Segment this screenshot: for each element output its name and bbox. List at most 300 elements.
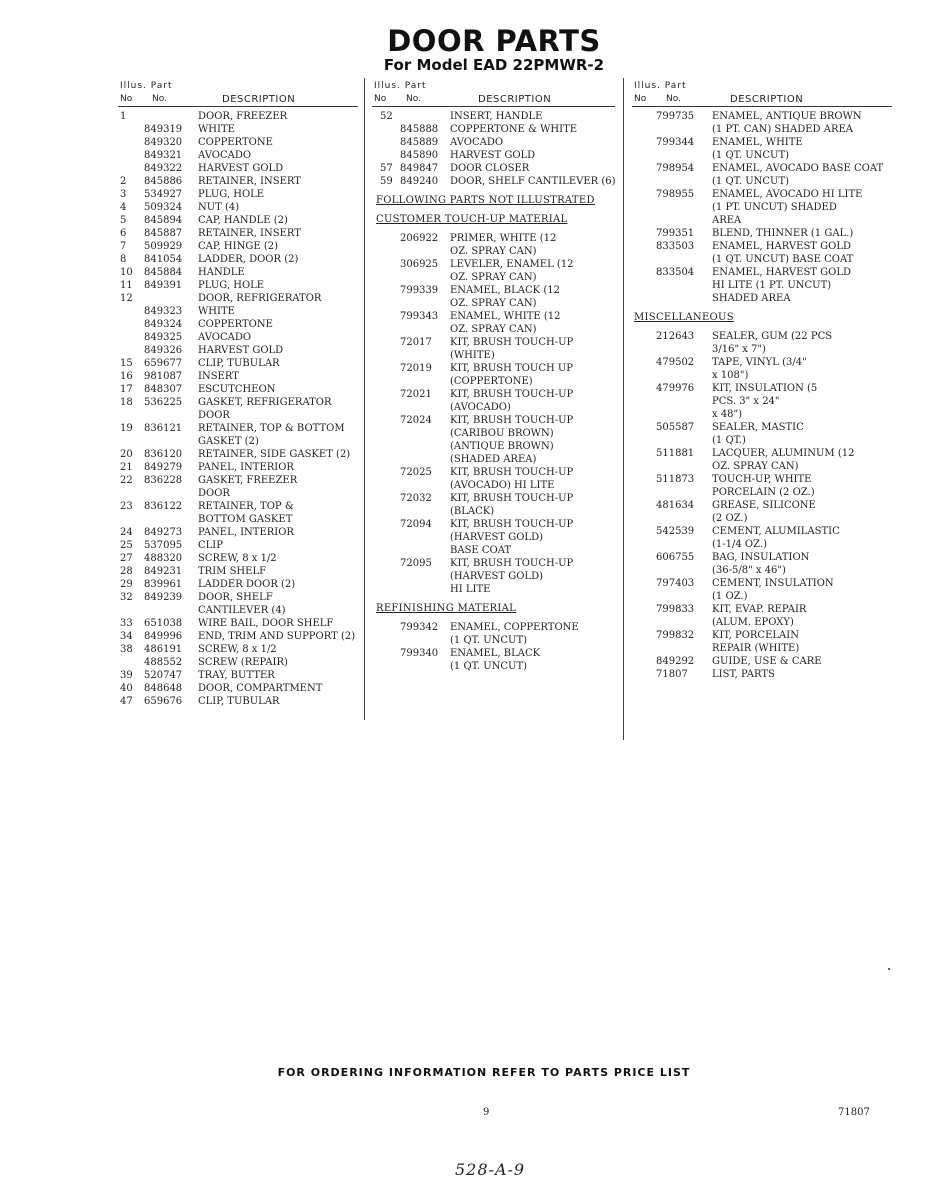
- part-description: RETAINER, SIDE GASKET (2): [198, 449, 351, 460]
- table-row: [372, 245, 615, 258]
- header-no: No: [374, 94, 387, 104]
- illus-number: 34: [120, 631, 133, 642]
- part-description: ENAMEL, BLACK: [450, 648, 541, 659]
- part-description: KIT, INSULATION (5: [712, 383, 818, 394]
- illus-number: 40: [120, 683, 133, 694]
- table-row: [118, 396, 358, 409]
- illus-number: 19: [120, 423, 133, 434]
- part-number: 849231: [144, 566, 183, 577]
- illus-number: 47: [120, 696, 133, 707]
- illus-number: 29: [120, 579, 133, 590]
- illus-number: 27: [120, 553, 133, 564]
- part-number: 479976: [656, 383, 695, 394]
- ordering-footer: FOR ORDERING INFORMATION REFER TO PARTS PRICE LIST: [277, 1066, 691, 1079]
- table-row: [632, 603, 892, 616]
- column-divider: [364, 78, 365, 720]
- illus-number: 3: [120, 189, 127, 200]
- part-description: (1 PT. CAN) SHADED AREA: [712, 124, 854, 135]
- illus-number: 22: [120, 475, 133, 486]
- part-description: (WHITE): [450, 350, 495, 361]
- part-description: CLIP, TUBULAR: [198, 696, 280, 707]
- header-part-no: No.: [666, 94, 681, 104]
- part-description: x 108"): [712, 370, 749, 381]
- part-description: LIST, PARTS: [712, 669, 775, 680]
- table-row: [632, 447, 892, 460]
- part-description: CLIP, TUBULAR: [198, 358, 280, 369]
- part-description: x 48"): [712, 409, 743, 420]
- table-row: [632, 629, 892, 642]
- table-row: [372, 440, 615, 453]
- section-heading: [632, 311, 892, 324]
- part-description: HI LITE: [450, 584, 491, 595]
- table-row: [118, 643, 358, 656]
- part-number: 845889: [400, 137, 439, 148]
- table-row: [118, 162, 358, 175]
- table-row: [372, 427, 615, 440]
- part-description: SEALER, GUM (22 PCS: [712, 331, 833, 342]
- part-number: 849239: [144, 592, 183, 603]
- part-number: 509324: [144, 202, 183, 213]
- table-row: [118, 513, 358, 526]
- table-row: [372, 466, 615, 479]
- part-description: RETAINER, INSERT: [198, 176, 301, 187]
- part-number: 72025: [400, 467, 432, 478]
- illus-number: 5: [120, 215, 127, 226]
- table-row: [632, 551, 892, 564]
- illus-number: 57: [380, 163, 393, 174]
- part-description: OZ. SPRAY CAN): [450, 246, 537, 257]
- table-row: [632, 201, 892, 214]
- part-number: 799344: [656, 137, 695, 148]
- table-row: [372, 271, 615, 284]
- part-description: DOOR, SHELF: [198, 592, 273, 603]
- part-description: PANEL, INTERIOR: [198, 527, 294, 538]
- part-description: (1 PT. UNCUT) SHADED: [712, 202, 837, 213]
- part-description: (1 OZ.): [712, 591, 748, 602]
- part-number: 72021: [400, 389, 432, 400]
- table-row: [372, 492, 615, 505]
- part-description: (AVOCADO) HI LITE: [450, 480, 555, 491]
- section-title: MISCELLANEOUS: [634, 312, 734, 323]
- part-number: 849279: [144, 462, 183, 473]
- table-row: [372, 583, 615, 596]
- part-number: 845894: [144, 215, 183, 226]
- part-description: COPPERTONE: [198, 319, 273, 330]
- part-number: 72095: [400, 558, 432, 569]
- part-description: ENAMEL, HARVEST GOLD: [712, 241, 851, 252]
- header-no: No: [634, 94, 647, 104]
- table-row: [118, 318, 358, 331]
- part-description: ENAMEL, AVOCADO HI LITE: [712, 189, 863, 200]
- table-row: [632, 655, 892, 668]
- table-row: [632, 162, 892, 175]
- part-number: 848307: [144, 384, 183, 395]
- table-row: [118, 578, 358, 591]
- table-row: [632, 577, 892, 590]
- table-row: [118, 682, 358, 695]
- part-description: SCREW, 8 x 1/2: [198, 553, 277, 564]
- part-description: (1 QT. UNCUT): [450, 661, 528, 672]
- table-row: [372, 453, 615, 466]
- part-description: BAG, INSULATION: [712, 552, 810, 563]
- part-description: CEMENT, INSULATION: [712, 578, 834, 589]
- illus-number: 15: [120, 358, 133, 369]
- part-number: 659676: [144, 696, 183, 707]
- table-row: [632, 149, 892, 162]
- part-number: 799351: [656, 228, 695, 239]
- part-number: 542539: [656, 526, 695, 537]
- table-row: [118, 656, 358, 669]
- part-number: 536225: [144, 397, 183, 408]
- table-row: [632, 330, 892, 343]
- table-row: [118, 357, 358, 370]
- part-description: ENAMEL, AVOCADO BASE COAT: [712, 163, 884, 174]
- part-number: 71807: [656, 669, 688, 680]
- section-title: REFINISHING MATERIAL: [376, 603, 517, 614]
- part-description: HI LITE (1 PT. UNCUT): [712, 280, 832, 291]
- table-row: [118, 409, 358, 422]
- table-row: [118, 175, 358, 188]
- table-row: [118, 669, 358, 682]
- part-description: DOOR, COMPARTMENT: [198, 683, 323, 694]
- part-description: WHITE: [198, 306, 235, 317]
- part-description: RETAINER, INSERT: [198, 228, 301, 239]
- part-description: LEVELER, ENAMEL (12: [450, 259, 574, 270]
- table-row: [632, 421, 892, 434]
- part-description: CAP, HINGE (2): [198, 241, 278, 252]
- part-description: PRIMER, WHITE (12: [450, 233, 557, 244]
- part-description: KIT, BRUSH TOUCH UP: [450, 363, 574, 374]
- table-row: [118, 110, 358, 123]
- part-description: 3/16" x 7"): [712, 344, 766, 355]
- table-row: [632, 110, 892, 123]
- part-description: (1 QT. UNCUT) BASE COAT: [712, 254, 854, 265]
- part-description: CLIP: [198, 540, 223, 551]
- table-row: [118, 266, 358, 279]
- part-number: 799340: [400, 648, 439, 659]
- part-description: KIT, BRUSH TOUCH-UP: [450, 467, 574, 478]
- part-description: ENAMEL, BLACK (12: [450, 285, 560, 296]
- part-number: 849292: [656, 656, 695, 667]
- part-number: 849847: [400, 163, 439, 174]
- part-description: (COPPERTONE): [450, 376, 533, 387]
- section-title: FOLLOWING PARTS NOT ILLUSTRATED: [376, 195, 595, 206]
- illus-number: 11: [120, 280, 133, 291]
- part-number: 848648: [144, 683, 183, 694]
- illus-number: 1: [120, 111, 127, 122]
- page-title: DOOR PARTS: [387, 24, 601, 58]
- part-number: 849326: [144, 345, 183, 356]
- part-number: 306925: [400, 259, 439, 270]
- table-row: [118, 123, 358, 136]
- part-description: AVOCADO: [450, 137, 504, 148]
- part-number: 206922: [400, 233, 439, 244]
- table-row: [118, 422, 358, 435]
- part-description: AVOCADO: [198, 332, 252, 343]
- part-number: 537095: [144, 540, 183, 551]
- table-row: [372, 388, 615, 401]
- part-description: RETAINER, TOP &: [198, 501, 294, 512]
- part-description: BASE COAT: [450, 545, 512, 556]
- part-number: 799342: [400, 622, 439, 633]
- table-row: [372, 123, 615, 136]
- part-number: 849240: [400, 176, 439, 187]
- part-description: KIT, EVAP. REPAIR: [712, 604, 807, 615]
- illus-number: 12: [120, 293, 133, 304]
- part-description: END, TRIM AND SUPPORT (2): [198, 631, 356, 642]
- table-row: [372, 136, 615, 149]
- table-row: [118, 201, 358, 214]
- part-description: TRAY, BUTTER: [198, 670, 275, 681]
- section-heading: [372, 602, 615, 615]
- parts-column-2: [372, 80, 615, 673]
- table-row: [632, 616, 892, 629]
- part-number: 72017: [400, 337, 432, 348]
- parts-column-1: [118, 80, 358, 708]
- part-description: DOOR CLOSER: [450, 163, 530, 174]
- table-row: [118, 214, 358, 227]
- table-row: [118, 552, 358, 565]
- part-number: 799343: [400, 311, 439, 322]
- table-row: [632, 434, 892, 447]
- table-row: [118, 526, 358, 539]
- part-number: 849323: [144, 306, 183, 317]
- part-description: ENAMEL, WHITE (12: [450, 311, 561, 322]
- table-row: [372, 660, 615, 673]
- illus-number: 25: [120, 540, 133, 551]
- table-row: [632, 123, 892, 136]
- part-description: GUIDE, USE & CARE: [712, 656, 822, 667]
- part-description: GASKET (2): [198, 436, 259, 447]
- part-description: SEALER, MASTIC: [712, 422, 804, 433]
- part-description: (ALUM. EPOXY): [712, 617, 794, 628]
- part-description: CANTILEVER (4): [198, 605, 286, 616]
- illus-number: 18: [120, 397, 133, 408]
- part-description: OZ. SPRAY CAN): [450, 324, 537, 335]
- part-description: (1 QT.): [712, 435, 746, 446]
- part-description: SCREW (REPAIR): [198, 657, 288, 668]
- table-row: [632, 538, 892, 551]
- part-description: ENAMEL, HARVEST GOLD: [712, 267, 851, 278]
- part-description: INSERT, HANDLE: [450, 111, 543, 122]
- part-description: KIT, BRUSH TOUCH-UP: [450, 519, 574, 530]
- table-row: [118, 435, 358, 448]
- table-row: [372, 557, 615, 570]
- table-row: [632, 642, 892, 655]
- illus-number: 52: [380, 111, 393, 122]
- table-row: [372, 414, 615, 427]
- part-description: OZ. SPRAY CAN): [712, 461, 799, 472]
- part-description: DOOR: [198, 488, 230, 499]
- header-description: DESCRIPTION: [478, 94, 552, 105]
- part-description: (1 QT. UNCUT): [712, 176, 790, 187]
- part-description: KIT, BRUSH TOUCH-UP: [450, 415, 574, 426]
- part-description: (HARVEST GOLD): [450, 571, 543, 582]
- part-description: HANDLE: [198, 267, 245, 278]
- column-header: [372, 80, 615, 107]
- part-description: DOOR, SHELF CANTILEVER (6): [450, 176, 616, 187]
- section-heading: [372, 213, 615, 226]
- part-description: KIT, BRUSH TOUCH-UP: [450, 558, 574, 569]
- table-row: [372, 621, 615, 634]
- table-row: [372, 297, 615, 310]
- part-number: 799339: [400, 285, 439, 296]
- table-row: [118, 617, 358, 630]
- part-number: 798955: [656, 189, 695, 200]
- part-description: PANEL, INTERIOR: [198, 462, 294, 473]
- part-number: 845886: [144, 176, 183, 187]
- part-number: 836228: [144, 475, 183, 486]
- header-illus-part: Illus. Part: [634, 81, 687, 91]
- table-row: [118, 292, 358, 305]
- part-number: 534927: [144, 189, 183, 200]
- part-description: CAP, HANDLE (2): [198, 215, 288, 226]
- header-illus-part: Illus. Part: [120, 81, 173, 91]
- part-description: ESCUTCHEON: [198, 384, 276, 395]
- table-row: [632, 175, 892, 188]
- section-title: CUSTOMER TOUCH-UP MATERIAL: [376, 214, 568, 225]
- table-row: [632, 292, 892, 305]
- part-description: BLEND, THINNER (1 GAL.): [712, 228, 854, 239]
- handwritten-note: 528-A-9: [455, 1160, 526, 1179]
- section-heading: [372, 194, 615, 207]
- part-description: LADDER, DOOR (2): [198, 254, 299, 265]
- table-row: [118, 279, 358, 292]
- part-number: 845884: [144, 267, 183, 278]
- part-description: HARVEST GOLD: [198, 345, 284, 356]
- table-row: [632, 253, 892, 266]
- part-number: 798954: [656, 163, 695, 174]
- part-number: 849273: [144, 527, 183, 538]
- illus-number: 24: [120, 527, 133, 538]
- part-number: 72019: [400, 363, 432, 374]
- part-number: 509929: [144, 241, 183, 252]
- table-row: [632, 214, 892, 227]
- table-row: [372, 323, 615, 336]
- header-description: DESCRIPTION: [222, 94, 296, 105]
- table-row: [632, 473, 892, 486]
- table-row: [118, 253, 358, 266]
- part-description: KIT, PORCELAIN: [712, 630, 799, 641]
- part-description: LACQUER, ALUMINUM (12: [712, 448, 855, 459]
- part-description: TOUCH-UP, WHITE: [712, 474, 812, 485]
- part-description: HARVEST GOLD: [198, 163, 284, 174]
- table-row: [372, 647, 615, 660]
- table-row: [118, 604, 358, 617]
- part-description: GASKET, REFRIGERATOR: [198, 397, 332, 408]
- part-number: 212643: [656, 331, 695, 342]
- table-row: [118, 331, 358, 344]
- part-description: GASKET, FREEZER: [198, 475, 298, 486]
- table-row: [632, 227, 892, 240]
- table-row: [118, 474, 358, 487]
- table-row: [372, 336, 615, 349]
- part-description: (1 QT. UNCUT): [450, 635, 528, 646]
- part-description: GREASE, SILICONE: [712, 500, 816, 511]
- illus-number: 59: [380, 176, 393, 187]
- part-description: (BLACK): [450, 506, 495, 517]
- table-row: [372, 505, 615, 518]
- part-description: (2 OZ.): [712, 513, 748, 524]
- illus-number: 7: [120, 241, 127, 252]
- part-number: 797403: [656, 578, 695, 589]
- illus-number: 20: [120, 449, 133, 460]
- illus-number: 21: [120, 462, 133, 473]
- table-row: [372, 401, 615, 414]
- part-number: 479502: [656, 357, 695, 368]
- part-number: 799832: [656, 630, 695, 641]
- part-number: 72032: [400, 493, 432, 504]
- table-row: [372, 149, 615, 162]
- table-row: [632, 188, 892, 201]
- table-row: [372, 258, 615, 271]
- part-number: 849320: [144, 137, 183, 148]
- table-row: [118, 149, 358, 162]
- part-description: NUT (4): [198, 202, 240, 213]
- table-row: [118, 539, 358, 552]
- part-description: KIT, BRUSH TOUCH-UP: [450, 389, 574, 400]
- table-row: [372, 175, 615, 188]
- part-description: PCS. 3" x 24": [712, 396, 780, 407]
- part-number: 849319: [144, 124, 183, 135]
- header-description: DESCRIPTION: [730, 94, 804, 105]
- part-number: 845890: [400, 150, 439, 161]
- table-row: [118, 591, 358, 604]
- table-row: [372, 570, 615, 583]
- table-row: [372, 479, 615, 492]
- part-description: AVOCADO: [198, 150, 252, 161]
- table-row: [372, 232, 615, 245]
- table-row: [632, 486, 892, 499]
- part-description: PLUG, HOLE: [198, 280, 265, 291]
- part-number: 520747: [144, 670, 183, 681]
- table-row: [118, 188, 358, 201]
- table-row: [118, 461, 358, 474]
- table-row: [118, 630, 358, 643]
- part-description: COPPERTONE & WHITE: [450, 124, 578, 135]
- part-number: 72024: [400, 415, 432, 426]
- table-row: [372, 362, 615, 375]
- part-description: COPPERTONE: [198, 137, 273, 148]
- illus-number: 28: [120, 566, 133, 577]
- column-divider: [623, 78, 624, 740]
- table-row: [632, 460, 892, 473]
- column-header: [118, 80, 358, 107]
- parts-column-3: [632, 80, 892, 681]
- illus-number: 10: [120, 267, 133, 278]
- page-number: 9: [483, 1107, 490, 1118]
- part-description: (CARIBOU BROWN): [450, 428, 554, 439]
- part-description: (ANTIQUE BROWN): [450, 441, 554, 452]
- part-description: (HARVEST GOLD): [450, 532, 543, 543]
- part-number: 511873: [656, 474, 695, 485]
- part-number: 845887: [144, 228, 183, 239]
- part-description: TAPE, VINYL (3/4": [712, 357, 807, 368]
- illus-number: 6: [120, 228, 127, 239]
- table-row: [118, 240, 358, 253]
- part-number: 849325: [144, 332, 183, 343]
- table-row: [632, 668, 892, 681]
- document-code: 71807: [838, 1107, 870, 1118]
- table-row: [632, 512, 892, 525]
- illus-number: 33: [120, 618, 133, 629]
- part-number: 799833: [656, 604, 695, 615]
- part-number: 849996: [144, 631, 183, 642]
- table-row: [632, 356, 892, 369]
- table-row: [632, 395, 892, 408]
- part-description: HARVEST GOLD: [450, 150, 536, 161]
- part-description: DOOR, FREEZER: [198, 111, 288, 122]
